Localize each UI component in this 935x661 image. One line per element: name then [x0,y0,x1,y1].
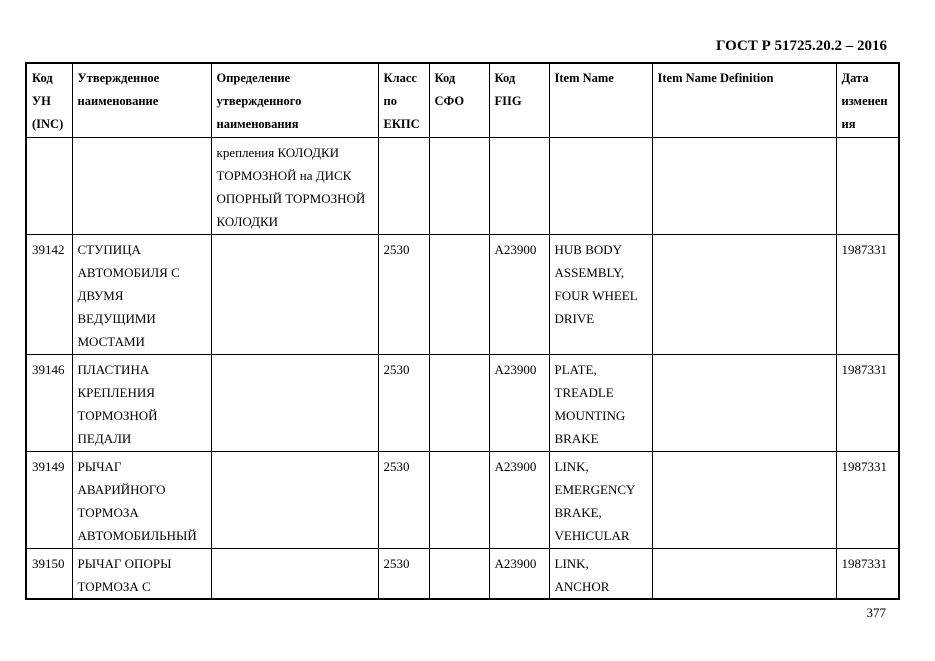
column-header-sfo-code: Код СФО [429,63,489,138]
cell-sfo-code [429,235,489,355]
column-header-item-name: Item Name [549,63,652,138]
column-header-fiig-code: Код FIIG [489,63,549,138]
table-header-row [26,63,899,138]
cell-sfo-code [429,452,489,549]
cell-item-name: PLATE, TREADLE MOUNTING BRAKE [549,355,652,452]
table-row [26,452,899,549]
cell-fiig-code: A23900 [489,355,549,452]
page-number: 377 [866,605,886,620]
cell-sfo-code [429,138,489,235]
column-header-change-date: Дата изменен ия [836,63,899,138]
cell-fiig-code: A23900 [489,235,549,355]
document-standard-header: ГОСТ Р 51725.20.2 – 2016 [715,38,887,54]
cell-approved-name: РЫЧАГ ОПОРЫ ТОРМОЗА С [72,549,211,600]
cell-inc-code: 39150 [26,549,72,600]
cell-change-date: 1987331 [836,452,899,549]
column-header-approved-name: Утвержденное наименование [72,63,211,138]
cell-ekps-class: 2530 [378,452,429,549]
cell-fiig-code: A23900 [489,549,549,600]
table-row [26,235,899,355]
cell-item-name: LINK, ANCHOR [549,549,652,600]
cell-item-name [549,138,652,235]
cell-inc-code [26,138,72,235]
cell-item-name-definition [652,235,836,355]
column-header-inc-code: Код УН (INC) [26,63,72,138]
cell-ekps-class [378,138,429,235]
cell-item-name-definition [652,549,836,600]
catalog-table [25,62,900,600]
cell-change-date: 1987331 [836,549,899,600]
cell-item-name: HUB BODY ASSEMBLY, FOUR WHEEL DRIVE [549,235,652,355]
cell-name-definition [211,235,378,355]
cell-ekps-class: 2530 [378,549,429,600]
cell-inc-code: 39146 [26,355,72,452]
cell-item-name: LINK, EMERGENCY BRAKE, VEHICULAR [549,452,652,549]
table-row [26,355,899,452]
cell-inc-code: 39149 [26,452,72,549]
cell-change-date [836,138,899,235]
table-row [26,138,899,235]
cell-name-definition [211,355,378,452]
cell-approved-name [72,138,211,235]
cell-approved-name: СТУПИЦА АВТОМОБИЛЯ С ДВУМЯ ВЕДУЩИМИ МОСТАМИ [72,235,211,355]
cell-name-definition [211,452,378,549]
cell-approved-name: РЫЧАГ АВАРИЙНОГО ТОРМОЗА АВТОМОБИЛЬНЫЙ [72,452,211,549]
cell-name-definition: крепления КОЛОДКИ ТОРМОЗНОЙ на ДИСК ОПОРНЫЙ ТОРМОЗНОЙ КОЛОДКИ [211,138,378,235]
cell-approved-name: ПЛАСТИНА КРЕПЛЕНИЯ ТОРМОЗНОЙ ПЕДАЛИ [72,355,211,452]
cell-name-definition [211,549,378,600]
column-header-item-name-definition: Item Name Definition [652,63,836,138]
cell-ekps-class: 2530 [378,355,429,452]
cell-item-name-definition [652,138,836,235]
cell-inc-code: 39142 [26,235,72,355]
cell-sfo-code [429,549,489,600]
cell-change-date: 1987331 [836,235,899,355]
cell-fiig-code: A23900 [489,452,549,549]
column-header-ekps-class: Класс по ЕКПС [378,63,429,138]
cell-item-name-definition [652,452,836,549]
cell-change-date: 1987331 [836,355,899,452]
cell-item-name-definition [652,355,836,452]
cell-sfo-code [429,355,489,452]
cell-fiig-code [489,138,549,235]
column-header-name-definition: Определение утвержденного наименования [211,63,378,138]
table-row [26,549,899,600]
cell-ekps-class: 2530 [378,235,429,355]
